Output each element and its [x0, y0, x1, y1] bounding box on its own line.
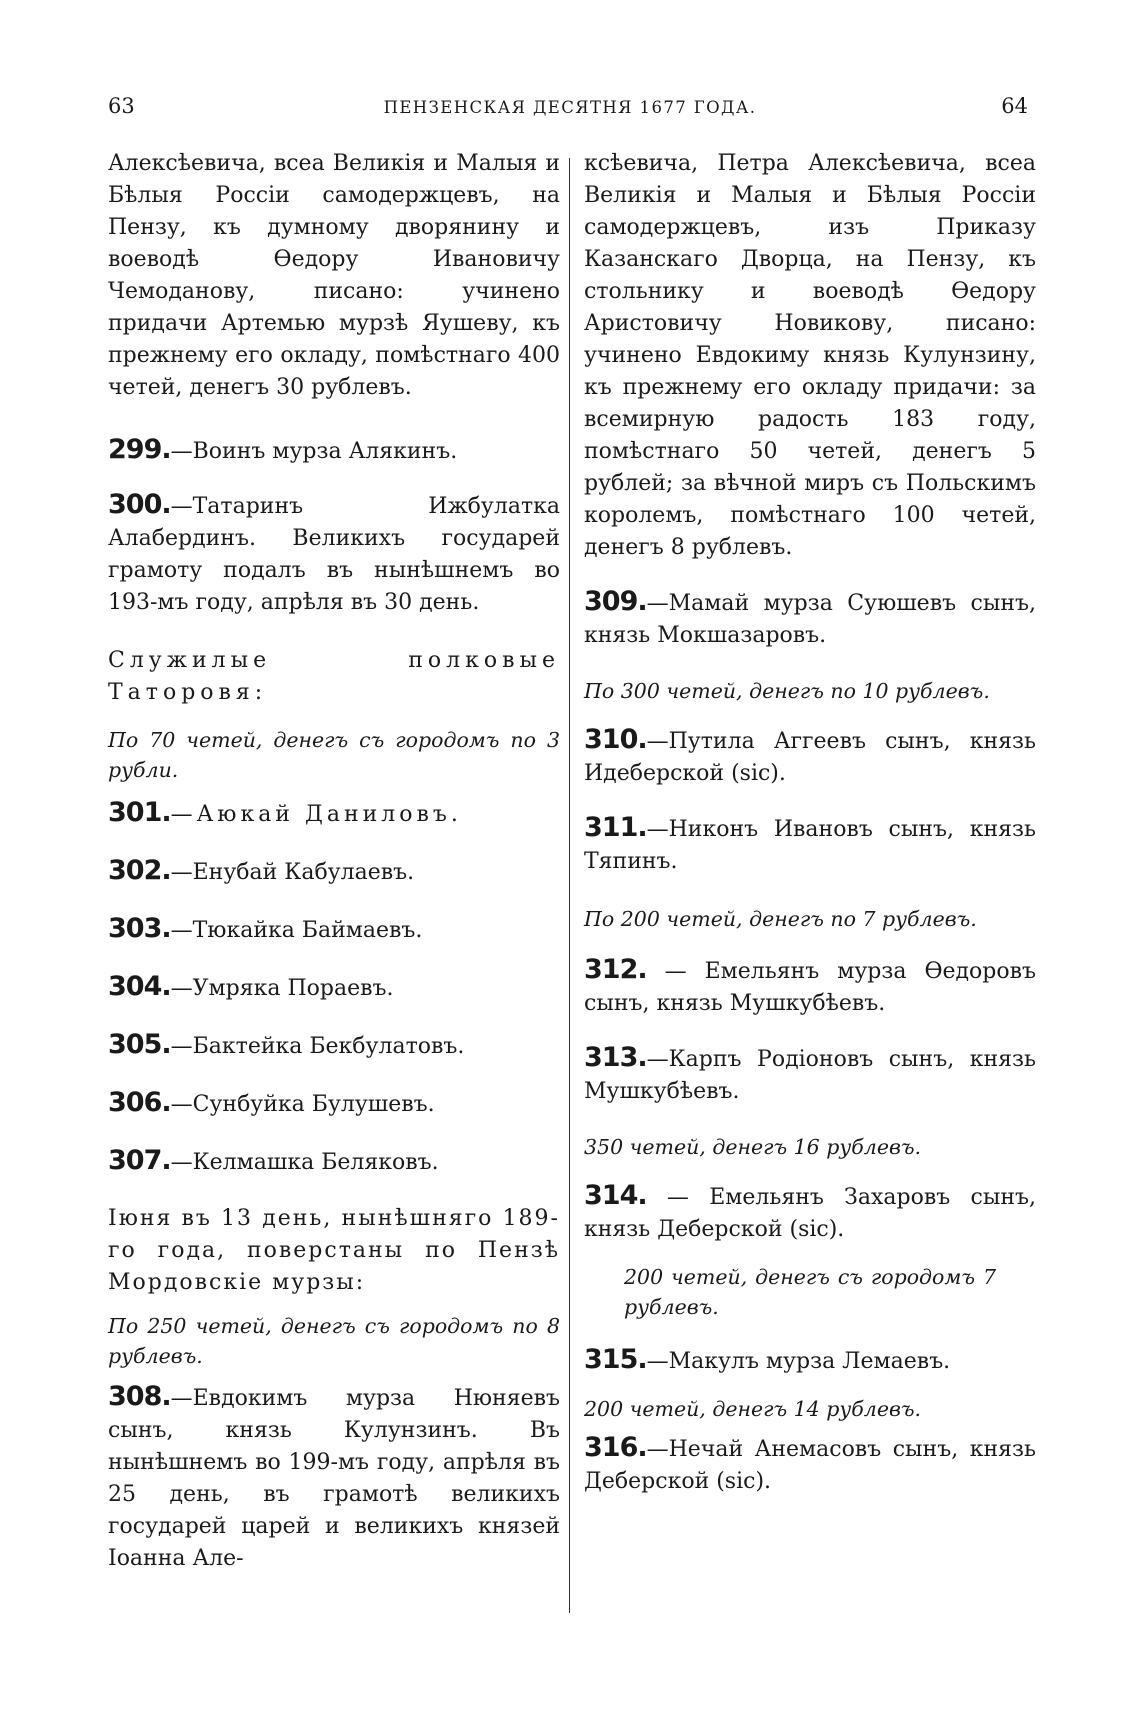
- right-column: [584, 148, 1036, 1498]
- entry-308: [108, 1381, 560, 1575]
- entry-text: —Евдокимъ мурза Нюняевъ сынъ, князь Кулунзинъ. Въ нынѣшнемъ во 199-мъ году, апрѣля въ 25 день, въ грамотѣ великихъ государей царей и великихъ князей Іоанна Але-: [108, 1386, 560, 1571]
- column-divider: [569, 158, 570, 1613]
- entry-302: [108, 855, 560, 889]
- entry-number: 311.: [584, 812, 647, 843]
- entry-310: [584, 724, 1036, 790]
- rate-line: По 70 четей, денегъ съ городомъ по 3 рубли.: [108, 728, 560, 782]
- entry-number: 308.: [108, 1381, 171, 1412]
- entry-text: —Путила Аггеевъ сынъ, князь Идеберской (sic).: [584, 729, 1036, 786]
- entry-313: [584, 1042, 1036, 1108]
- rate-line: По 250 четей, денегъ съ городомъ по 8 рублевъ.: [108, 1314, 560, 1368]
- entry-text: — Емельянъ мурза Ѳедоровъ сынъ, князь Мушкубѣевъ.: [584, 959, 1036, 1016]
- entry-316: [584, 1432, 1036, 1498]
- entry-number: 307.: [108, 1145, 171, 1176]
- entry-text: — Емельянъ Захаровъ сынъ, князь Деберской (sic).: [584, 1185, 1036, 1242]
- page-number-left: 63: [108, 94, 135, 118]
- section-heading: Служилые полковые Таторовя:: [108, 648, 560, 705]
- entry-text: —Аюкай Даниловъ.: [170, 802, 462, 827]
- entry-text: —Карпъ Родіоновъ сынъ, князь Мушкубѣевъ.: [584, 1047, 1036, 1104]
- entry-text: —Никонъ Ивановъ сынъ, князь Тяпинъ.: [584, 817, 1036, 874]
- entry-309: [584, 586, 1036, 652]
- entry-number: 303.: [108, 913, 171, 944]
- entry-number: 313.: [584, 1042, 647, 1073]
- rate-line: 200 четей, денегъ съ городомъ 7 рублевъ.: [624, 1265, 996, 1319]
- entry-number: 310.: [584, 724, 647, 755]
- entry-text: —Макулъ мурза Лемаевъ.: [646, 1349, 951, 1374]
- entry-299: [108, 434, 560, 468]
- entry-304: [108, 971, 560, 1005]
- entry-number: 316.: [584, 1432, 647, 1463]
- rate-line: 200 четей, денегъ 14 рублевъ.: [584, 1397, 922, 1421]
- entry-303: [108, 913, 560, 947]
- entry-314: [584, 1180, 1036, 1246]
- entry-number: 302.: [108, 855, 171, 886]
- page-header: [0, 94, 1140, 124]
- entry-number: 301.: [108, 797, 171, 828]
- rate-line: По 300 четей, денегъ по 10 рублевъ.: [584, 679, 990, 703]
- entry-number: 304.: [108, 971, 171, 1002]
- entry-text: —Воинъ мурза Алякинъ.: [170, 439, 458, 464]
- entry-text: —Келмашка Беляковъ.: [170, 1150, 439, 1175]
- entry-315: [584, 1344, 1036, 1378]
- entry-311: [584, 812, 1036, 878]
- entry-301: [108, 797, 560, 831]
- left-column: [108, 148, 560, 1575]
- entry-number: 312.: [584, 954, 647, 985]
- entry-number: 315.: [584, 1344, 647, 1375]
- entry-text: —Умряка Пораевъ.: [170, 976, 394, 1001]
- entry-306: [108, 1087, 560, 1121]
- entry-text: —Нечай Анемасовъ сынъ, князь Деберской (sic).: [584, 1437, 1036, 1494]
- continued-paragraph: Алексѣевича, всеа Великія и Малыя и Бѣлыя Россіи самодержцевъ, на Пензу, къ думному дворянину и воеводѣ Ѳедору Ивановичу Чемоданову, писано: учинено придачи Артемью мурзѣ Яушеву, къ прежнему его окладу, помѣстнаго 400 четей, денегъ 30 рублевъ.: [108, 151, 560, 400]
- june-paragraph: Іюня въ 13 день, нынѣшняго 189-го года, поверстаны по Пензѣ Мордовскіе мурзы:: [108, 1206, 560, 1295]
- rate-line: По 200 четей, денегъ по 7 рублевъ.: [584, 907, 977, 931]
- entry-number: 300.: [108, 489, 171, 520]
- entry-number: 306.: [108, 1087, 171, 1118]
- entry-text: —Бактейка Бекбулатовъ.: [170, 1034, 465, 1059]
- entry-number: 305.: [108, 1029, 171, 1060]
- entry-text: —Сунбуйка Булушевъ.: [170, 1092, 435, 1117]
- rate-line: 350 четей, денегъ 16 рублевъ.: [584, 1135, 922, 1159]
- entry-number: 309.: [584, 586, 647, 617]
- page-number-right: 64: [1001, 94, 1028, 118]
- entry-number: 314.: [584, 1180, 647, 1211]
- entry-300: [108, 489, 560, 619]
- entry-text: —Енубай Кабулаевъ.: [170, 860, 415, 885]
- entry-text: —Мамай мурза Суюшевъ сынъ, князь Мокшазаровъ.: [584, 591, 1036, 648]
- continued-paragraph: ксѣевича, Петра Алексѣевича, всеа Великія и Малыя и Бѣлыя Россіи самодержцевъ, изъ Приказу Казанскаго Дворца, на Пензу, къ стольнику и воеводѣ Ѳедору Аристовичу Новикову, писано: учинено Евдокиму князь Кулунзину, къ прежнему его окладу придачи: за всемирную радость 183 году, помѣстнаго 50 четей, денегъ 5 рублей; за вѣчной миръ съ Польскимъ королемъ, помѣстнаго 100 четей, денегъ 8 рублевъ.: [584, 151, 1036, 560]
- running-title: ПЕНЗЕНСКАЯ ДЕСЯТНЯ 1677 ГОДА.: [383, 98, 757, 117]
- entry-312: [584, 954, 1036, 1020]
- entry-text: —Тюкайка Баймаевъ.: [170, 918, 423, 943]
- entry-305: [108, 1029, 560, 1063]
- entry-text: —Татаринъ Ижбулатка Алабердинъ. Великихъ государей грамоту подалъ въ нынѣшнемъ во 193-мъ году, апрѣля въ 30 день.: [108, 494, 560, 615]
- entry-number: 299.: [108, 434, 171, 465]
- entry-307: [108, 1145, 560, 1179]
